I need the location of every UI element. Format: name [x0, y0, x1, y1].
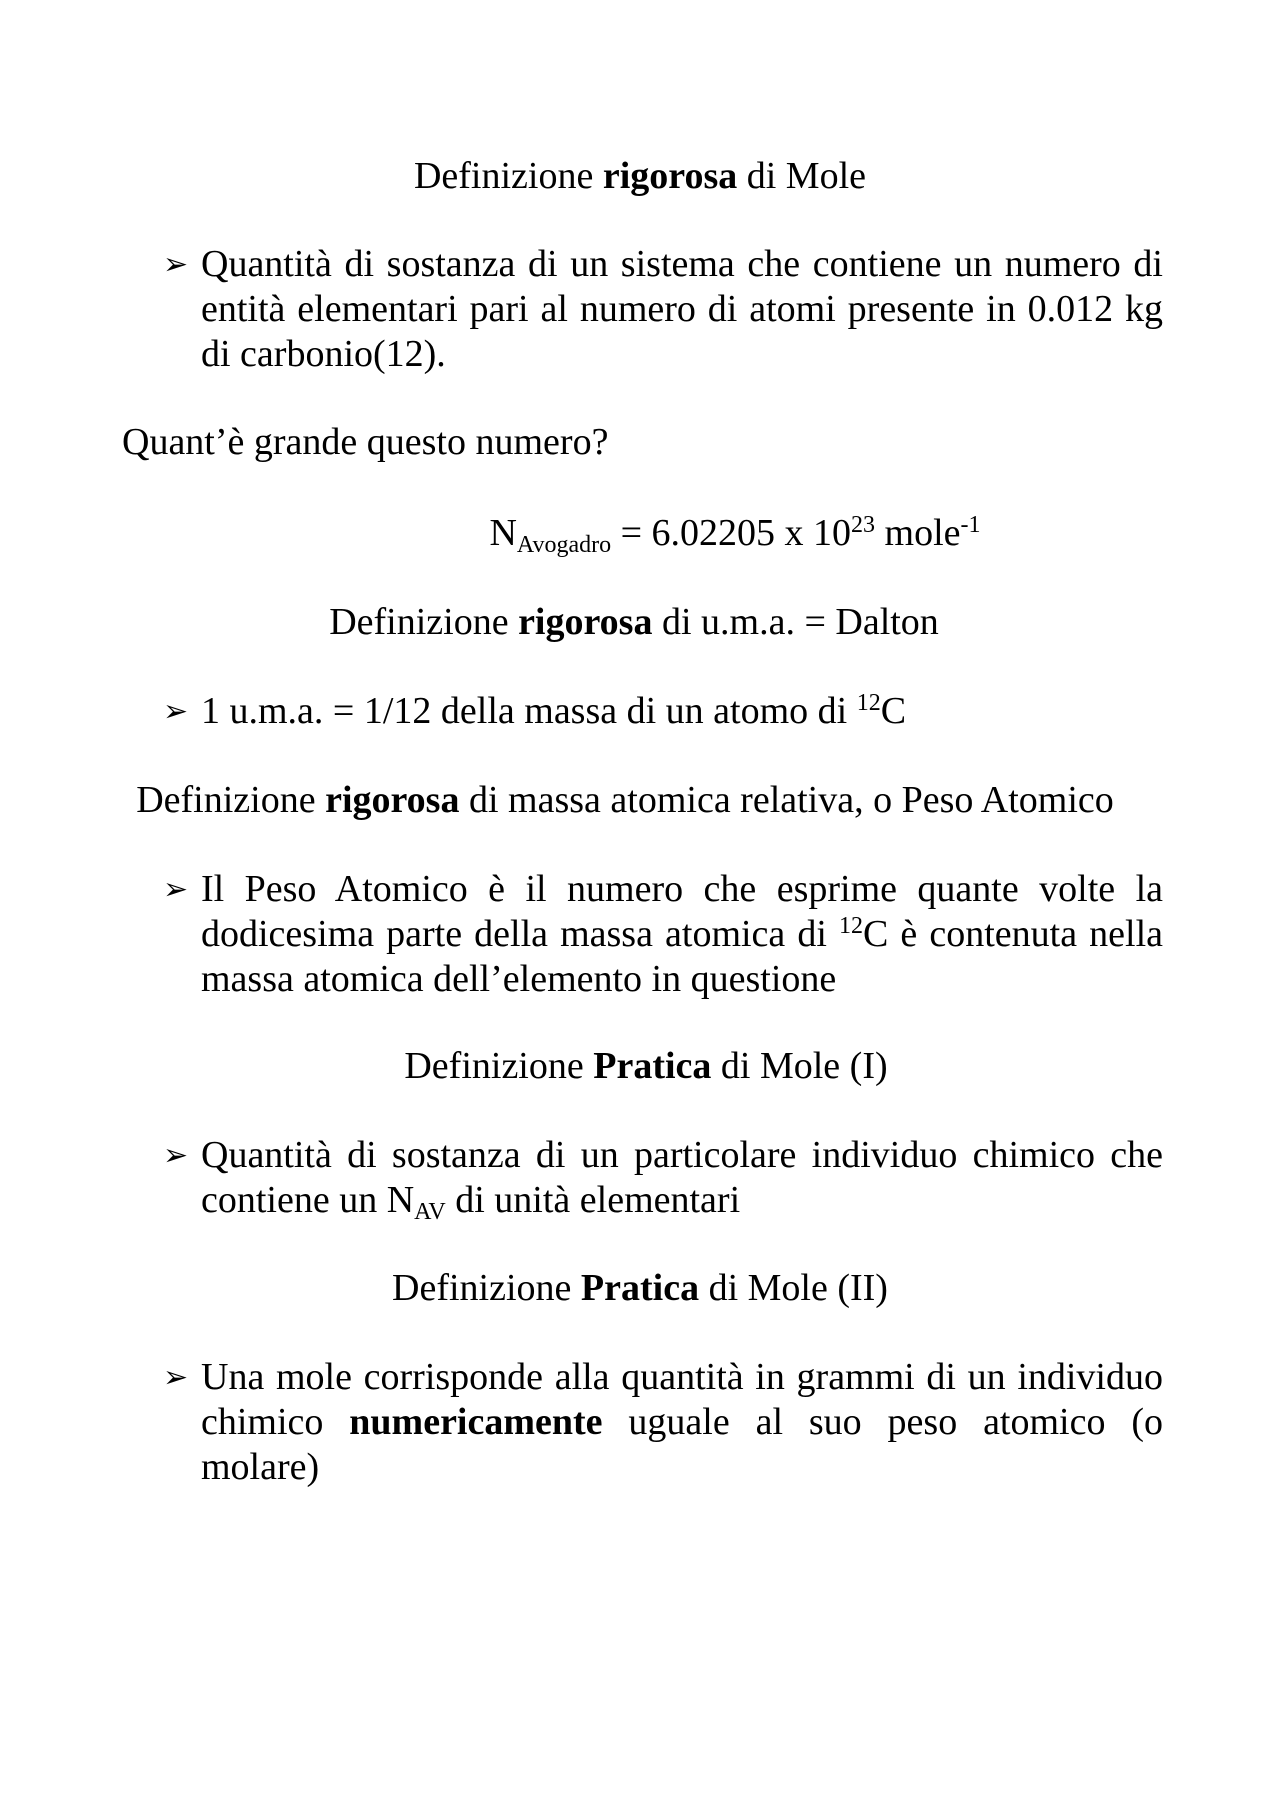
bullet-item-uma-definition — [163, 689, 1163, 734]
heading-bold-text: rigorosa — [518, 601, 653, 643]
heading-text: di Mole (I) — [711, 1045, 888, 1087]
bullet-text-part: Quantità di sostanza di un particolare individuo chimico che contiene un N — [201, 1134, 1163, 1221]
arrow-bullet-icon: ➢ — [163, 872, 189, 907]
bullet-text — [201, 867, 1163, 1002]
heading-text: Definizione — [404, 1045, 594, 1087]
bullet-text — [201, 689, 1163, 734]
bullet-text-part: Il Peso Atomico è il numero che esprime quante volte la dodicesima parte della massa atomica di — [201, 868, 1163, 955]
heading-text: di u.m.a. = Dalton — [652, 601, 939, 643]
formula-value: = 6.02205 x 10 — [611, 512, 852, 554]
heading-mole-practical-2 — [0, 1266, 1280, 1311]
bullet-item-mole-practical-1 — [163, 1133, 1163, 1226]
bullet-item-mole-definition — [163, 242, 1163, 377]
arrow-bullet-icon: ➢ — [163, 247, 189, 282]
formula-unit-exponent: -1 — [960, 511, 981, 538]
bullet-text-part: C — [880, 690, 907, 732]
heading-mole-rigorous — [0, 154, 1280, 199]
bullet-superscript: 12 — [856, 689, 881, 716]
heading-bold-text: rigorosa — [602, 155, 738, 197]
heading-bold-text: rigorosa — [325, 779, 460, 821]
bullet-text — [201, 1133, 1163, 1226]
formula-exponent: 23 — [851, 511, 876, 538]
heading-text: di Mole — [737, 155, 867, 197]
heading-text: Definizione — [392, 1267, 581, 1309]
formula-subscript: Avogadro — [516, 532, 612, 559]
heading-bold-text: Pratica — [593, 1045, 712, 1087]
bullet-text — [201, 1355, 1163, 1490]
heading-mole-practical-1 — [6, 1044, 1280, 1089]
bullet-text-part: C è contenuta nella massa atomica dell’elemento in questione — [201, 913, 1163, 1000]
heading-bold-text: Pratica — [580, 1267, 700, 1309]
question-text: Quant’è grande questo numero? — [122, 421, 609, 463]
bullet-text: Quantità di sostanza di un sistema che contiene un numero di entità elementari pari al numero di atomi presente in 0.012 kg di carbonio(12). — [201, 243, 1163, 375]
bullet-item-mole-practical-2 — [163, 1355, 1163, 1490]
arrow-bullet-icon: ➢ — [163, 1138, 189, 1173]
arrow-bullet-icon: ➢ — [163, 694, 189, 729]
bullet-text-part: uguale al suo peso atomico (o molare) — [201, 1401, 1163, 1488]
heading-uma-rigorous — [0, 600, 1274, 645]
heading-atomic-weight-rigorous — [0, 778, 1265, 823]
bullet-text-part: Una mole corrisponde alla quantità in grammi di un individuo chimico — [201, 1356, 1163, 1443]
heading-text: Definizione — [413, 155, 603, 197]
formula-symbol: N — [489, 512, 517, 554]
heading-text: Definizione — [329, 601, 519, 643]
bullet-superscript: 12 — [839, 912, 863, 939]
bullet-subscript: AV — [414, 1199, 446, 1226]
heading-text: Definizione — [136, 779, 326, 821]
bullet-text-part: di unità elementari — [445, 1179, 741, 1221]
bullet-item-atomic-weight-definition — [163, 867, 1163, 1002]
bullet-text-part: 1 u.m.a. = 1/12 della massa di un atomo di — [201, 690, 857, 732]
arrow-bullet-icon: ➢ — [163, 1360, 189, 1395]
formula-unit: mole — [875, 512, 961, 554]
heading-text: di massa atomica relativa, o Peso Atomico — [459, 779, 1114, 821]
bullet-bold-text: numericamente — [349, 1401, 603, 1443]
heading-text: di Mole (II) — [699, 1267, 888, 1309]
avogadro-formula — [95, 511, 1280, 559]
